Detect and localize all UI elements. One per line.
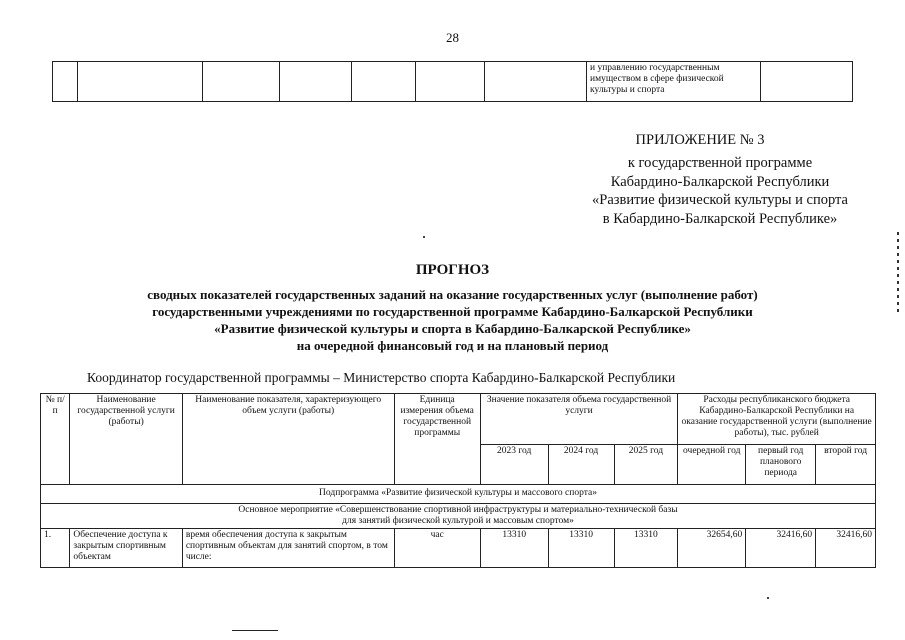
header-period: очередной год	[678, 444, 746, 484]
table-cell	[416, 62, 485, 102]
table-cell	[352, 62, 416, 102]
scan-speck	[767, 597, 769, 599]
header-service-name: Наименование государственной услуги (работы)	[70, 394, 182, 485]
row-expense-second: 32416,60	[816, 529, 876, 568]
appendix-subtitle	[575, 154, 865, 228]
header-num: № п/п	[41, 394, 70, 485]
forecast-table	[40, 393, 876, 568]
table-row	[41, 504, 876, 529]
row-indicator: время обеспечения доступа к закрытым спортивным объектам для занятий спортом, в том числе:	[182, 529, 394, 568]
underline-mark	[232, 630, 278, 631]
table-row	[41, 485, 876, 504]
row-expense-current: 32654,60	[678, 529, 746, 568]
header-year: 2024 год	[548, 444, 614, 484]
row-unit: час	[394, 529, 480, 568]
header-unit: Единица измерения объема государственной программы	[394, 394, 480, 485]
document-title: ПРОГНОЗ	[415, 262, 490, 278]
header-period: второй год	[816, 444, 876, 484]
header-expenses-group: Расходы республиканского бюджета Кабардино-Балкарской Республики на оказание государственной услуги (выполнение работы), тыс. рублей	[678, 394, 876, 445]
appendix-title: ПРИЛОЖЕНИЕ № 3	[635, 132, 765, 148]
row-value-2023: 13310	[480, 529, 548, 568]
row-expense-first: 32416,60	[746, 529, 816, 568]
header-volume-group: Значение показателя объема государственной услуги	[480, 394, 678, 445]
row-num: 1.	[41, 529, 70, 568]
main-activity-line: для занятий физической культурой и массовым спортом»	[342, 516, 574, 526]
subtitle-line: «Развитие физической культуры и спорта в Кабардино-Балкарской Республике»	[214, 321, 691, 336]
scan-speck	[423, 236, 425, 238]
table-cell	[485, 62, 587, 102]
row-value-2024: 13310	[548, 529, 614, 568]
header-year: 2023 год	[480, 444, 548, 484]
appendix-line: в Кабардино-Балкарской Республике»	[602, 210, 838, 227]
page-number: 28	[446, 30, 459, 45]
table-cell	[280, 62, 352, 102]
header-period: первый год планового периода	[746, 444, 816, 484]
table-header-row	[41, 394, 876, 445]
subprogram-row: Подпрограмма «Развитие физической культуры и массового спорта»	[41, 485, 876, 504]
continuation-table	[52, 61, 853, 102]
main-activity-line: Основное мероприятие «Совершенствование спортивной инфраструктуры и материально-технической базы	[238, 505, 678, 515]
table-row	[53, 62, 853, 102]
subtitle-line: сводных показателей государственных заданий на оказание государственных услуг (выполнение работ)	[147, 287, 758, 302]
document-subtitle	[0, 286, 905, 354]
row-service: Обеспечение доступа к закрытым спортивным объектам	[70, 529, 182, 568]
table-cell	[203, 62, 280, 102]
subtitle-line: на очередной финансовый год и на плановый период	[296, 338, 609, 353]
coordinator-line: Координатор государственной программы – Министерство спорта Кабардино-Балкарской Республики	[87, 370, 676, 385]
table-cell	[53, 62, 78, 102]
appendix-line: Кабардино-Балкарской Республики	[610, 173, 830, 190]
main-activity-row	[41, 504, 876, 529]
margin-mark	[897, 232, 899, 312]
top-table-text-cell: и управлению государственным имуществом в сфере физической культуры и спорта	[587, 62, 761, 102]
subtitle-line: государственными учреждениями по государственной программе Кабардино-Балкарской Республики	[152, 304, 753, 319]
table-row	[41, 529, 876, 568]
table-cell	[761, 62, 853, 102]
table-cell	[78, 62, 203, 102]
appendix-line: к государственной программе	[627, 155, 813, 171]
appendix-line: «Развитие физической культуры и спорта	[592, 192, 848, 208]
header-indicator-name: Наименование показателя, характеризующего объем услуги (работы)	[182, 394, 394, 485]
row-value-2025: 13310	[614, 529, 678, 568]
header-year: 2025 год	[614, 444, 678, 484]
